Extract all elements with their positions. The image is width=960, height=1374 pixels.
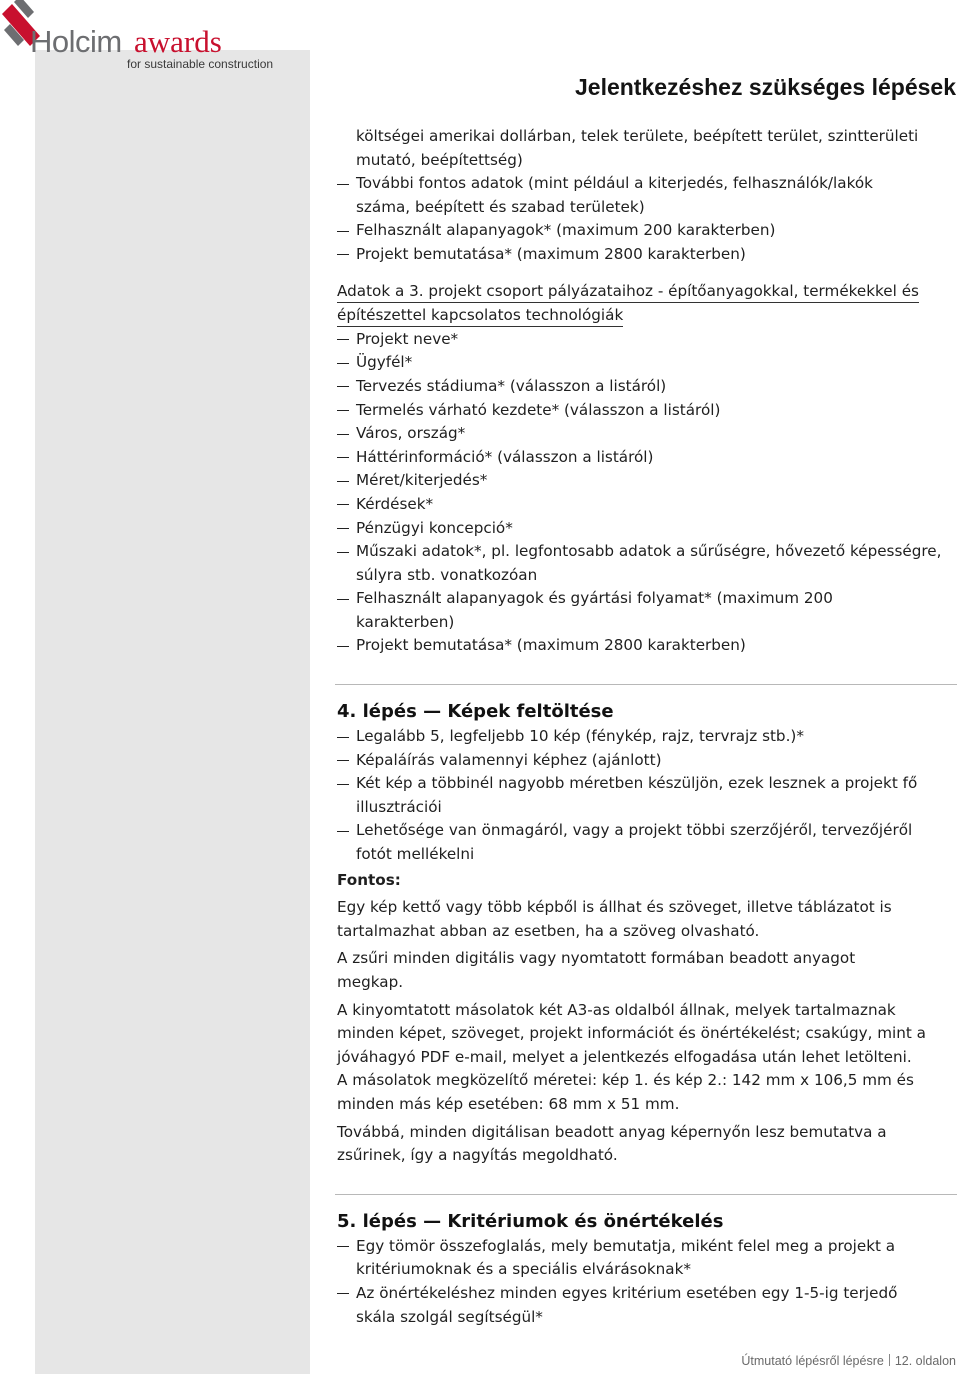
continued-line: költségei amerikai dollárban, telek területe, beépített terület, szintterületi xyxy=(356,127,919,145)
list-item: Ügyfél* xyxy=(337,351,957,375)
page-footer xyxy=(741,1354,956,1368)
list-item: Felhasznált alapanyagok és gyártási folyamat* (maximum 200 karakterben) xyxy=(337,587,957,634)
list-item: Projekt bemutatása* (maximum 2800 karakterben) xyxy=(337,634,957,658)
section-divider xyxy=(335,1194,957,1195)
section-3-heading: Adatok a 3. projekt csoport pályázataihoz - építőanyagokkal, termékekkel és építészettel kapcsolatos technológiák xyxy=(337,280,957,328)
list-item: Kérdések* xyxy=(337,493,957,517)
page-title: Jelentkezéshez szükséges lépések xyxy=(574,74,956,100)
left-sidebar-panel xyxy=(35,50,310,1374)
list-item: Lehetősége van önmagáról, vagy a projekt többi szerzőjéről, tervezőjéről fotót mellékelni xyxy=(337,819,957,866)
step-5 xyxy=(337,1209,957,1329)
important-label: Fontos: xyxy=(337,870,401,889)
list-item: Termelés várható kezdete* (válasszon a listáról) xyxy=(337,399,957,423)
continued-line: mutató, beépítettség) xyxy=(356,150,523,169)
main-content xyxy=(337,125,957,1329)
footer-page-number: 12. oldalon xyxy=(894,1354,956,1368)
list-item: Tervezés stádiuma* (válasszon a listáról) xyxy=(337,375,957,399)
list-item: Műszaki adatok*, pl. legfontosabb adatok a sűrűségre, hővezető képességre, súlyra stb. vonatkozóan xyxy=(337,540,957,587)
list-item: Legalább 5, legfeljebb 10 kép (fénykép, rajz, tervrajz stb.)* xyxy=(337,725,957,749)
list-item: Pénzügyi koncepció* xyxy=(337,517,957,541)
logo-awards-text: awards xyxy=(134,24,222,59)
list-item: Város, ország* xyxy=(337,422,957,446)
footer-separator xyxy=(889,1354,890,1366)
list-item: Méret/kiterjedés* xyxy=(337,469,957,493)
holcim-awards-logo xyxy=(0,0,300,75)
paragraph: Egy kép kettő vagy több képből is állhat és szöveget, illetve táblázatot is tartalmazhat abban az esetben, ha a szöveg olvasható. xyxy=(337,898,892,940)
list-item: Egy tömör összefoglalás, mely bemutatja, miként felel meg a projekt a kritériumoknak és a speciális elvárásoknak* xyxy=(337,1235,957,1282)
logo-holcim-text: Holcim xyxy=(30,24,122,59)
section-3 xyxy=(337,280,957,659)
section-divider xyxy=(335,684,957,685)
step-5-heading: 5. lépés — Kritériumok és önértékelés xyxy=(337,1210,724,1232)
list-item: Képaláírás valamennyi képhez (ajánlott) xyxy=(337,749,957,773)
logo-tagline: for sustainable construction xyxy=(127,57,274,71)
continued-list xyxy=(337,125,957,267)
step-4 xyxy=(337,699,957,1168)
list-item: További fontos adatok (mint például a kiterjedés, felhasználók/lakók száma, beépített és szabad területek) xyxy=(337,172,957,219)
list-item: Projekt bemutatása* (maximum 2800 karakterben) xyxy=(337,243,957,267)
paragraph: A kinyomtatott másolatok két A3-as oldalból állnak, melyek tartalmaznak minden képet, szöveget, projekt információt és önértékelést; csakúgy, mint a jóváhagyó PDF e-mail, melyet a jelentkezés elfogadása után lehet letölteni. A másolatok megközelítő méretei: kép 1. és kép 2.: 142 mm x 106,5 mm és minden más kép esetében: 68 mm x 51 mm. xyxy=(337,1000,926,1113)
footer-guide-label: Útmutató lépésről lépésre xyxy=(741,1354,884,1368)
list-item: Felhasznált alapanyagok* (maximum 200 karakterben) xyxy=(337,219,957,243)
paragraph: Továbbá, minden digitálisan beadott anyag képernyőn lesz bemutatva a zsűrinek, így a nagyítás megoldható. xyxy=(337,1122,887,1165)
list-item: Projekt neve* xyxy=(337,328,957,352)
list-item: Az önértékeléshez minden egyes kritérium esetében egy 1-5-ig terjedő skála szolgál segítségül* xyxy=(337,1282,957,1329)
step-4-heading: 4. lépés — Képek feltöltése xyxy=(337,701,614,723)
paragraph: A zsűri minden digitális vagy nyomtatott formában beadott anyagot megkap. xyxy=(337,949,856,991)
list-item: Háttérinformáció* (válasszon a listáról) xyxy=(337,446,957,470)
list-item: Két kép a többinél nagyobb méretben készüljön, ezek lesznek a projekt fő illusztrációi xyxy=(337,772,957,819)
